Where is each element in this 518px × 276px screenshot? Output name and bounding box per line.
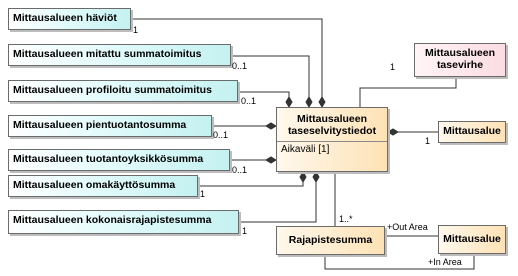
class-profiloitu-label: Mittausalueen profiloitu summatoimitus [13, 84, 212, 96]
class-kokonaisraja-label: Mittausalueen kokonaisrajapistesumma [13, 214, 212, 226]
class-mitattu-summatoimitus[interactable] [8, 44, 231, 66]
mult-profiloitu: 0..1 [241, 96, 257, 106]
mult-tuotantoyksikko: 0..1 [232, 165, 248, 175]
diamond-profiloitu [286, 97, 292, 107]
diamond-pientuotanto [266, 123, 276, 129]
class-tuotantoyksikkosumma[interactable] [8, 149, 230, 171]
class-tasevirhe[interactable] [414, 43, 506, 77]
diamond-omakaytto [300, 172, 306, 182]
class-mitattu-label: Mittausalueen mitattu summatoimitus [13, 48, 202, 60]
diamond-haviot [319, 97, 325, 107]
class-mittausalue-bottom[interactable] [438, 225, 506, 254]
role-out-area: +Out Area [387, 222, 428, 232]
class-rajapistesumma[interactable] [276, 226, 385, 255]
class-rajapistesumma-label: Rajapistesumma [288, 234, 373, 246]
diamond-tuotantoyksikko [266, 157, 276, 163]
diamond-mittausalue-right [388, 129, 398, 135]
mult-haviot: 1 [133, 25, 139, 35]
class-tasevirhe-label-1: Mittausalueen [424, 47, 495, 59]
mult-mitattu: 0..1 [232, 61, 248, 71]
diamond-mitattu [306, 97, 312, 107]
class-tuotantoyksikko-label: Mittausalueen tuotantoyksikkösumma [13, 153, 204, 165]
mult-mittausalue-right: 1 [425, 136, 431, 146]
class-haviot-label: Mittausalueen häviöt [13, 12, 117, 24]
class-mittausalue-bottom-label: Mittausalue [443, 233, 501, 245]
class-omakaytto-label: Mittausalueen omakäyttösumma [13, 179, 176, 191]
class-tasevirhe-label-2: tasevirhe [436, 59, 484, 71]
mult-tasevirhe: 1 [390, 62, 396, 72]
class-haviot[interactable] [8, 8, 131, 30]
class-mittausalue-right[interactable] [438, 121, 506, 143]
class-kokonaisrajapistesumma[interactable] [8, 210, 239, 234]
mult-kokonaisraja: 1 [242, 226, 248, 236]
diamond-kokonaisraja [313, 172, 319, 182]
mult-omakaytto: 1 [200, 189, 206, 199]
class-taseselvitystiedot-label-1: Mittausalueen [296, 113, 367, 125]
assoc-tasevirhe [360, 77, 456, 107]
mult-rajapiste: 1..* [339, 214, 353, 224]
class-pientuotantosumma[interactable] [8, 115, 212, 137]
class-omakayttosumma[interactable] [8, 175, 198, 197]
class-taseselvitystiedot-label-2: taseselvitystiedot [287, 125, 377, 137]
assoc-omakaytto [198, 172, 303, 186]
class-profiloitu-summatoimitus[interactable] [8, 80, 238, 102]
mult-pientuotanto: 0..1 [213, 130, 229, 140]
role-in-area: +In Area [428, 257, 462, 267]
attribute-aikavali: Aikaväli [1] [277, 141, 387, 157]
class-pientuotanto-label: Mittausalueen pientuotantosumma [13, 119, 187, 131]
class-mittausalue-right-label: Mittausalue [443, 125, 501, 137]
class-taseselvitystiedot[interactable] [276, 107, 388, 172]
